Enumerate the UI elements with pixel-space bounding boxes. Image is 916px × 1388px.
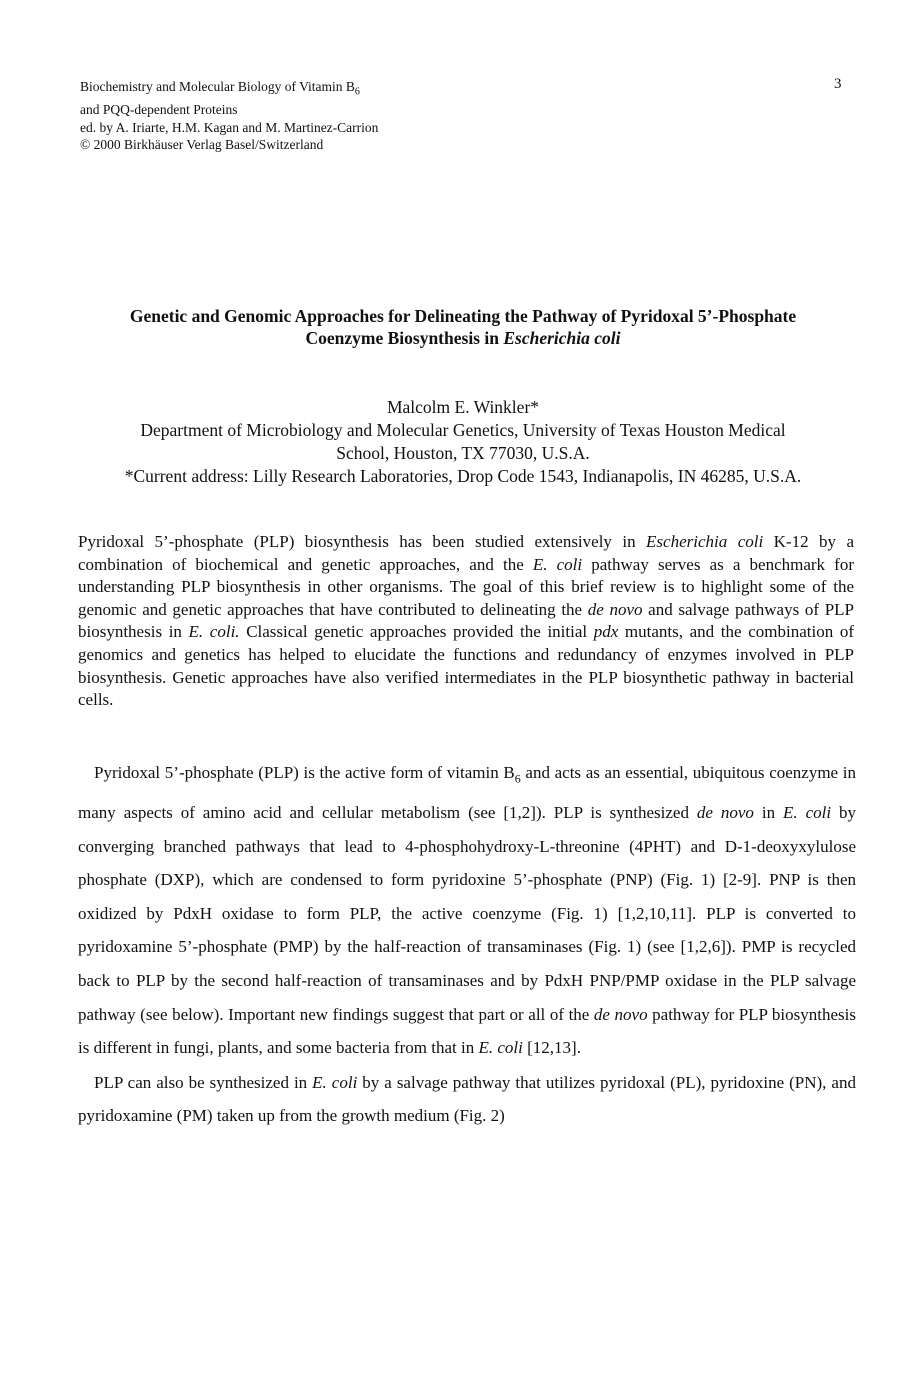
title-line-2: Coenzyme Biosynthesis in Escherichia coli: [305, 328, 621, 348]
abstract: Pyridoxal 5’-phosphate (PLP) biosynthesis has been studied extensively in Escherichia coli K-12 by a combination of biochemical and genetic approaches, and the E. coli pathway serves as a benchmark for understanding PLP biosynthesis in other organisms. The goal of this brief review is to highlight some of the genomic and genetic approaches that have contributed to delineating the de novo and salvage pathways of PLP biosynthesis in E. coli. Classical genetic approaches provided the initial pdx mutants, and the combination of genomics and genetics has helped to elucidate the functions and redundancy of enzymes involved in PLP biosynthesis. Genetic approaches have also verified intermediates in the PLP biosynthetic pathway in bacterial cells.: [78, 532, 855, 710]
current-address: *Current address: Lilly Research Laboratories, Drop Code 1543, Indianapolis, IN 46285, U.S.A.: [124, 466, 802, 486]
book-citation-header: [80, 78, 378, 154]
body-paragraph-1: Pyridoxal 5’-phosphate (PLP) is the active form of vitamin $B_6$ and acts as an essential, ubiquitous coenzyme in many aspects of amino acid and cellular metabolism (see [1,2]). PLP is synthesized de novo in E. coli by converging branched pathways that lead to 4-phosphohydroxy-L-threonine (4PHT) and D-1-deoxyxylulose phosphate (DXP), which are condensed to form pyridoxine 5’-phosphate (PNP) (Fig. 1) [2-9]. PNP is then oxidized by PdxH oxidase to form PLP, the active coenzyme (Fig. 1) [1,2,10,11]. PLP is converted to pyridoxamine 5’-phosphate (PMP) by the half-reaction of transaminases (Fig. 1) (see [1,2,6]). PMP is recycled back to PLP by the second half-reaction of transaminases and by PdxH PNP/PMP oxidase in the PLP salvage pathway (see below). Important new findings suggest that part or all of the de novo pathway for PLP biosynthesis is different in fungi, plants, and some bacteria from that in E. coli [12,13].: [78, 763, 857, 1058]
author-name: Malcolm E. Winkler*: [386, 397, 540, 417]
author-block: [40, 396, 886, 488]
title-line-1: Genetic and Genomic Approaches for Delineating the Pathway of Pyridoxal 5’-Phosphate: [129, 306, 797, 326]
citation-line-4: © 2000 Birkhäuser Verlag Basel/Switzerland: [80, 137, 324, 153]
body-paragraph-2: PLP can also be synthesized in E. coli by a salvage pathway that utilizes pyridoxal (PL), pyridoxine (PN), and pyridoxamine (PM) taken up from the growth medium (Fig. 2): [78, 1072, 856, 1126]
page-number: 3: [834, 76, 842, 92]
body-text: [78, 756, 856, 1133]
affiliation-line-1: Department of Microbiology and Molecular Genetics, University of Texas Houston Medical: [140, 420, 786, 440]
citation-line-1: Biochemistry and Molecular Biology of Vitamin $B_6$: [80, 79, 360, 98]
paper-title: [40, 305, 886, 349]
subscript: 6: [514, 771, 521, 786]
affiliation-line-2: School, Houston, TX 77030, U.S.A.: [336, 443, 590, 463]
citation-line-3: ed. by A. Iriarte, H.M. Kagan and M. Martinez-Carrion: [80, 119, 379, 135]
citation-line-2: and PQQ-dependent Proteins: [80, 102, 238, 118]
title-organism: Escherichia coli: [503, 328, 621, 348]
subscript: 6: [354, 86, 360, 98]
